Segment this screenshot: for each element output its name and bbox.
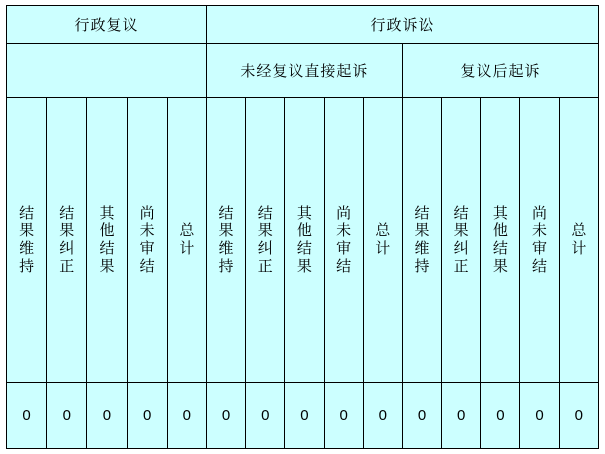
column-header-2: 其他结果 [87, 98, 127, 383]
column-header-14-total: 总计 [559, 98, 598, 383]
group-header-fuyi: 行政复议 [7, 6, 207, 44]
data-cell-7: 0 [285, 382, 324, 448]
column-header-9-total: 总计 [363, 98, 402, 383]
data-cell-2: 0 [87, 382, 127, 448]
data-cell-10: 0 [402, 382, 441, 448]
data-cell-0: 0 [7, 382, 47, 448]
data-cell-5: 0 [206, 382, 245, 448]
data-cell-1: 0 [47, 382, 87, 448]
column-header-4-total: 总计 [167, 98, 206, 383]
column-header-8: 尚未审结 [324, 98, 363, 383]
table-row-group-header [7, 6, 599, 44]
column-header-3: 尚未审结 [127, 98, 167, 383]
table-row-column-header [7, 98, 599, 383]
group-header-susong: 行政诉讼 [206, 6, 598, 44]
column-header-12: 其他结果 [481, 98, 520, 383]
subgroup-header-after-review-suit: 复议后起诉 [402, 43, 598, 97]
table-row-subgroup-header [7, 43, 599, 97]
data-cell-9-total: 0 [363, 382, 402, 448]
data-cell-12: 0 [481, 382, 520, 448]
column-header-0: 结果维持 [7, 98, 47, 383]
data-cell-4-total: 0 [167, 382, 206, 448]
column-header-7: 其他结果 [285, 98, 324, 383]
table-row-data [7, 382, 599, 448]
column-header-6: 结果纠正 [246, 98, 285, 383]
data-cell-13: 0 [520, 382, 559, 448]
column-header-13: 尚未审结 [520, 98, 559, 383]
subgroup-header-blank [7, 43, 207, 97]
column-header-5: 结果维持 [206, 98, 245, 383]
data-cell-14-total: 0 [559, 382, 598, 448]
subgroup-header-direct-suit: 未经复议直接起诉 [206, 43, 402, 97]
column-header-10: 结果维持 [402, 98, 441, 383]
data-cell-6: 0 [246, 382, 285, 448]
column-header-11: 结果纠正 [442, 98, 481, 383]
data-cell-11: 0 [442, 382, 481, 448]
data-cell-8: 0 [324, 382, 363, 448]
data-cell-3: 0 [127, 382, 167, 448]
statistics-table [6, 5, 599, 449]
column-header-1: 结果纠正 [47, 98, 87, 383]
